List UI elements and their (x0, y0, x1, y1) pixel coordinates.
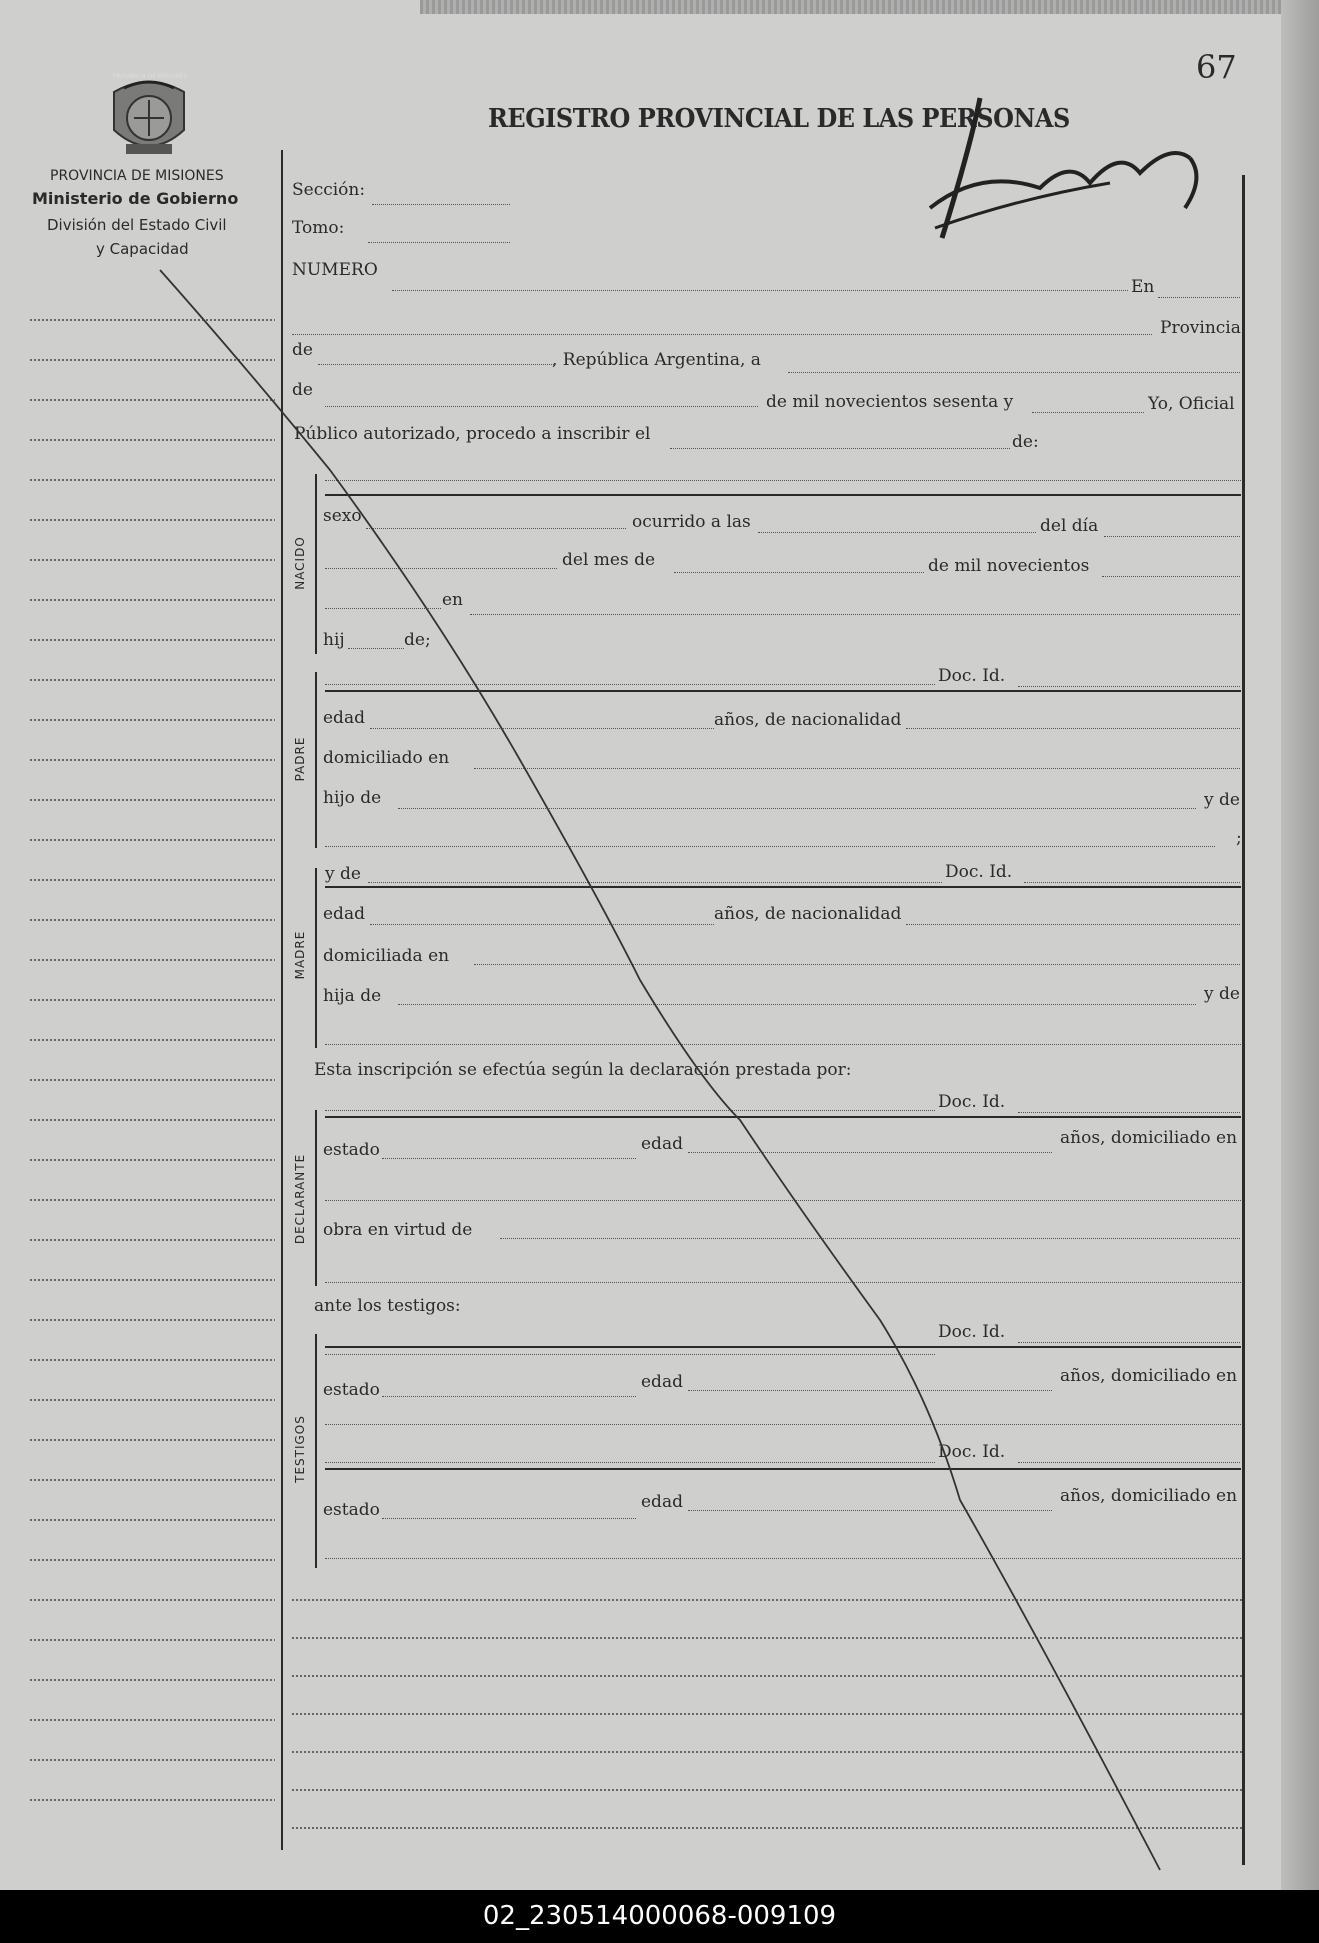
file-id-bar: 02_230514000068-009109 (0, 1890, 1319, 1943)
declarante-edad-label: edad (641, 1134, 683, 1154)
declarante-obra-label: obra en virtud de (323, 1220, 473, 1240)
hij-de-label: de; (404, 630, 431, 650)
page-number: 67 (1196, 48, 1237, 86)
seal-text: PROVINCIA DE MISIONES (113, 73, 188, 80)
de-label-2: de (292, 380, 313, 400)
de-mil-label: de mil novecientos sesenta y (766, 392, 1014, 412)
madre-doc-label: Doc. Id. (945, 862, 1013, 882)
declarante-estado-label: estado (323, 1140, 380, 1160)
padre-edad-label: edad (323, 708, 365, 728)
madre-domiciliada-label: domiciliada en (323, 946, 450, 966)
sexo-label: sexo (323, 506, 362, 526)
en-label: En (1131, 277, 1155, 297)
provincia-label: Provincia (1160, 318, 1241, 338)
hij-label: hij (323, 630, 345, 650)
agency-line-4: y Capacidad (96, 240, 189, 258)
del-dia-label: del día (1040, 516, 1099, 536)
de-label-1: de (292, 340, 313, 360)
agency-line-2: Ministerio de Gobierno (32, 189, 239, 208)
agency-line-1: PROVINCIA DE MISIONES (50, 168, 224, 184)
madre-y-de-label: y de (325, 864, 361, 884)
testigo1-edad-label: edad (641, 1372, 683, 1392)
page-title: REGISTRO PROVINCIAL DE LAS PERSONAS (488, 104, 1070, 134)
testigo2-anios-label: años, domiciliado en (1060, 1486, 1238, 1506)
testigo2-doc-label: Doc. Id. (938, 1442, 1006, 1462)
del-mes-label: del mes de (562, 550, 656, 570)
nacido-en-label: en (442, 590, 464, 610)
declarante-doc-label: Doc. Id. (938, 1092, 1006, 1112)
madre-hija-de-label: hija de (323, 986, 382, 1006)
nacido-de-mil-label: de mil novecientos (928, 556, 1090, 576)
madre-anios-label: años, de nacionalidad (714, 904, 902, 924)
testigos-intro: ante los testigos: (314, 1296, 461, 1316)
tomo-label: Tomo: (292, 218, 345, 238)
padre-anios-label: años, de nacionalidad (714, 710, 902, 730)
testigo2-estado-label: estado (323, 1500, 380, 1520)
padre-hijo-de-label: hijo de (323, 788, 382, 808)
testigo1-anios-label: años, domiciliado en (1060, 1366, 1238, 1386)
declarante-anios-label: años, domiciliado en (1060, 1128, 1238, 1148)
declarante-intro: Esta inscripción se efectúa según la declaración prestada por: (314, 1060, 852, 1080)
padre-label: PADRE (293, 736, 307, 782)
madre-y-de2-label: y de (1204, 984, 1240, 1004)
ocurrido-label: ocurrido a las (632, 512, 751, 532)
padre-y-de-label: y de (1204, 790, 1240, 810)
testigo2-edad-label: edad (641, 1492, 683, 1512)
declarante-label: DECLARANTE (293, 1153, 307, 1245)
padre-doc-label: Doc. Id. (938, 666, 1006, 686)
de-colon-label: de: (1012, 432, 1039, 452)
republica-label: , República Argentina, a (552, 350, 761, 370)
seccion-label: Sección: (292, 180, 366, 200)
padre-domiciliado-label: domiciliado en (323, 748, 450, 768)
publico-label: Público autorizado, procedo a inscribir el (294, 424, 651, 444)
yo-oficial-label: Yo, Oficial (1148, 394, 1235, 414)
agency-line-3: División del Estado Civil (47, 216, 227, 234)
padre-semicolon: ; (1236, 828, 1242, 848)
nacido-label: NACIDO (293, 536, 307, 590)
testigo1-estado-label: estado (323, 1380, 380, 1400)
madre-edad-label: edad (323, 904, 365, 924)
numero-label: NUMERO (292, 260, 378, 280)
testigos-label: TESTIGOS (293, 1415, 307, 1483)
madre-label: MADRE (293, 930, 307, 980)
testigo1-doc-label: Doc. Id. (938, 1322, 1006, 1342)
